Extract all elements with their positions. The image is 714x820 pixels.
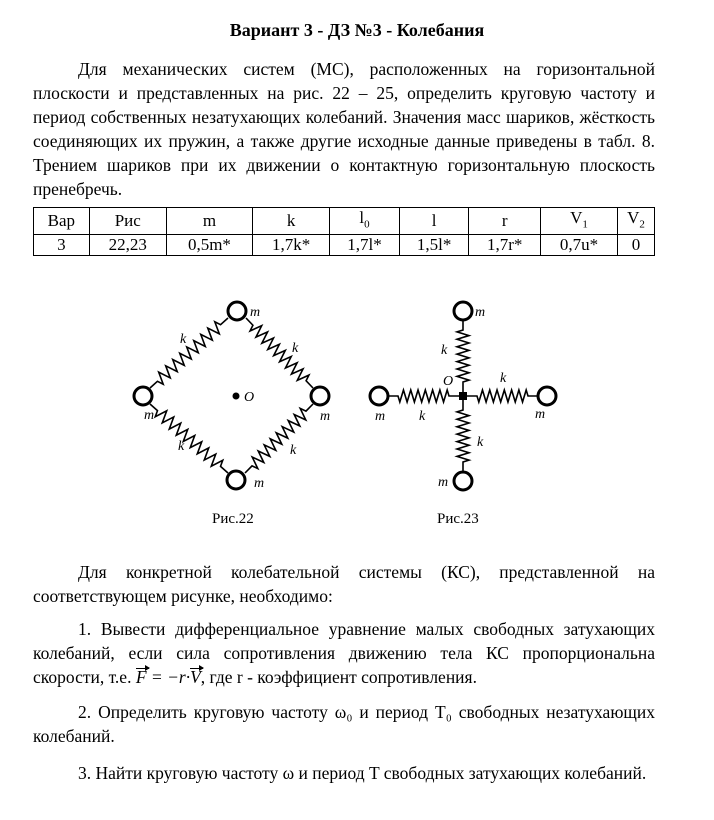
header-cell: k bbox=[253, 208, 330, 235]
task-intro: Для конкретной колебательной системы (КС), представленной на соответствующем рисунке, необходимо: bbox=[33, 562, 655, 606]
cell: 3 bbox=[34, 235, 90, 256]
cell: 0,5m* bbox=[166, 235, 252, 256]
header-cell: Рис bbox=[89, 208, 166, 235]
subscript: 1 bbox=[582, 218, 588, 231]
spring bbox=[150, 404, 228, 473]
spring-label: k bbox=[290, 443, 297, 458]
header-text: V bbox=[627, 208, 640, 227]
velocity-vector: V bbox=[190, 667, 201, 687]
header-cell: Вар bbox=[34, 208, 90, 235]
mass-ball bbox=[228, 302, 246, 320]
center-label: O bbox=[244, 390, 255, 405]
task-1-tail: , где r - коэффициент сопротивления. bbox=[200, 667, 477, 687]
center-point bbox=[233, 393, 240, 400]
cell: 22,23 bbox=[89, 235, 166, 256]
spring bbox=[457, 320, 469, 392]
cell: 1,5l* bbox=[399, 235, 469, 256]
header-cell: r bbox=[469, 208, 541, 235]
spring-label: k bbox=[180, 332, 187, 347]
mass-label: m bbox=[320, 409, 331, 424]
mass-label: m bbox=[475, 305, 486, 320]
cell: 0 bbox=[618, 235, 655, 256]
spring-label: k bbox=[441, 343, 448, 358]
header-cell: m bbox=[166, 208, 252, 235]
mass-label: m bbox=[144, 408, 155, 423]
header-text: V bbox=[570, 208, 583, 227]
cell: 0,7u* bbox=[540, 235, 617, 256]
spring bbox=[388, 390, 459, 402]
mass-ball bbox=[134, 387, 152, 405]
figure-caption: Рис.23 bbox=[437, 511, 479, 527]
spring bbox=[467, 390, 538, 402]
subscript: 2 bbox=[639, 218, 645, 231]
equation: = −r· bbox=[146, 667, 191, 687]
spring bbox=[457, 400, 469, 472]
cell: 1,7k* bbox=[253, 235, 330, 256]
force-vector: F bbox=[135, 667, 147, 687]
subscript: 0 bbox=[364, 218, 370, 231]
mass-ball bbox=[538, 387, 556, 405]
spring-label: k bbox=[419, 409, 426, 424]
figure-22 bbox=[134, 302, 330, 527]
header-text: l bbox=[359, 208, 365, 227]
cell: 1,7r* bbox=[469, 235, 541, 256]
spring-label: k bbox=[178, 439, 185, 454]
spring-label: k bbox=[500, 371, 507, 386]
mass-ball bbox=[227, 471, 245, 489]
page-title: Вариант 3 - ДЗ №3 - Колебания bbox=[229, 20, 485, 40]
task-1 bbox=[33, 617, 655, 689]
task-3: 3. Найти круговую частоту ω и период T свободных затухающих колебаний. bbox=[78, 763, 647, 783]
header-cell: l bbox=[399, 208, 469, 235]
spring-label: k bbox=[477, 435, 484, 450]
mass-ball bbox=[454, 302, 472, 320]
intro-paragraph: Для механических систем (МС), расположенных на горизонтальной плоскости и представленных на рис. 22 – 25, определить круговую частоту и период собственных незатухающих колебаний. Значения масс шариков, жёсткость соединяющих их пружин, а также другие исходные данные приведены в табл. 8. Трением шариков при их движении о контактную горизонтальную плоскость пренебречь. bbox=[33, 59, 655, 199]
spring-label: k bbox=[292, 341, 299, 356]
task-2: 2. Определить круговую частоту ω₀ и период T₀ свободных незатухающих колебаний. bbox=[33, 702, 655, 746]
task-1-text: 1. Вывести дифференциальное уравнение малых свободных затухающих колебаний, если сила сопротивления движению тела КС пропорциональна скорости, т.е. bbox=[33, 619, 655, 687]
spring bbox=[246, 318, 313, 388]
mass-label: m bbox=[250, 305, 261, 320]
mass-ball bbox=[311, 387, 329, 405]
mass-label: m bbox=[535, 407, 546, 422]
mass-label: m bbox=[375, 409, 386, 424]
figure-caption: Рис.22 bbox=[212, 511, 254, 527]
spring bbox=[150, 318, 228, 388]
center-point bbox=[459, 392, 467, 400]
cell: 1,7l* bbox=[330, 235, 400, 256]
mass-label: m bbox=[254, 476, 265, 491]
mass-label: m bbox=[438, 475, 449, 490]
center-label: O bbox=[443, 374, 454, 389]
spring bbox=[245, 404, 313, 473]
mass-ball bbox=[370, 387, 388, 405]
mass-ball bbox=[454, 472, 472, 490]
